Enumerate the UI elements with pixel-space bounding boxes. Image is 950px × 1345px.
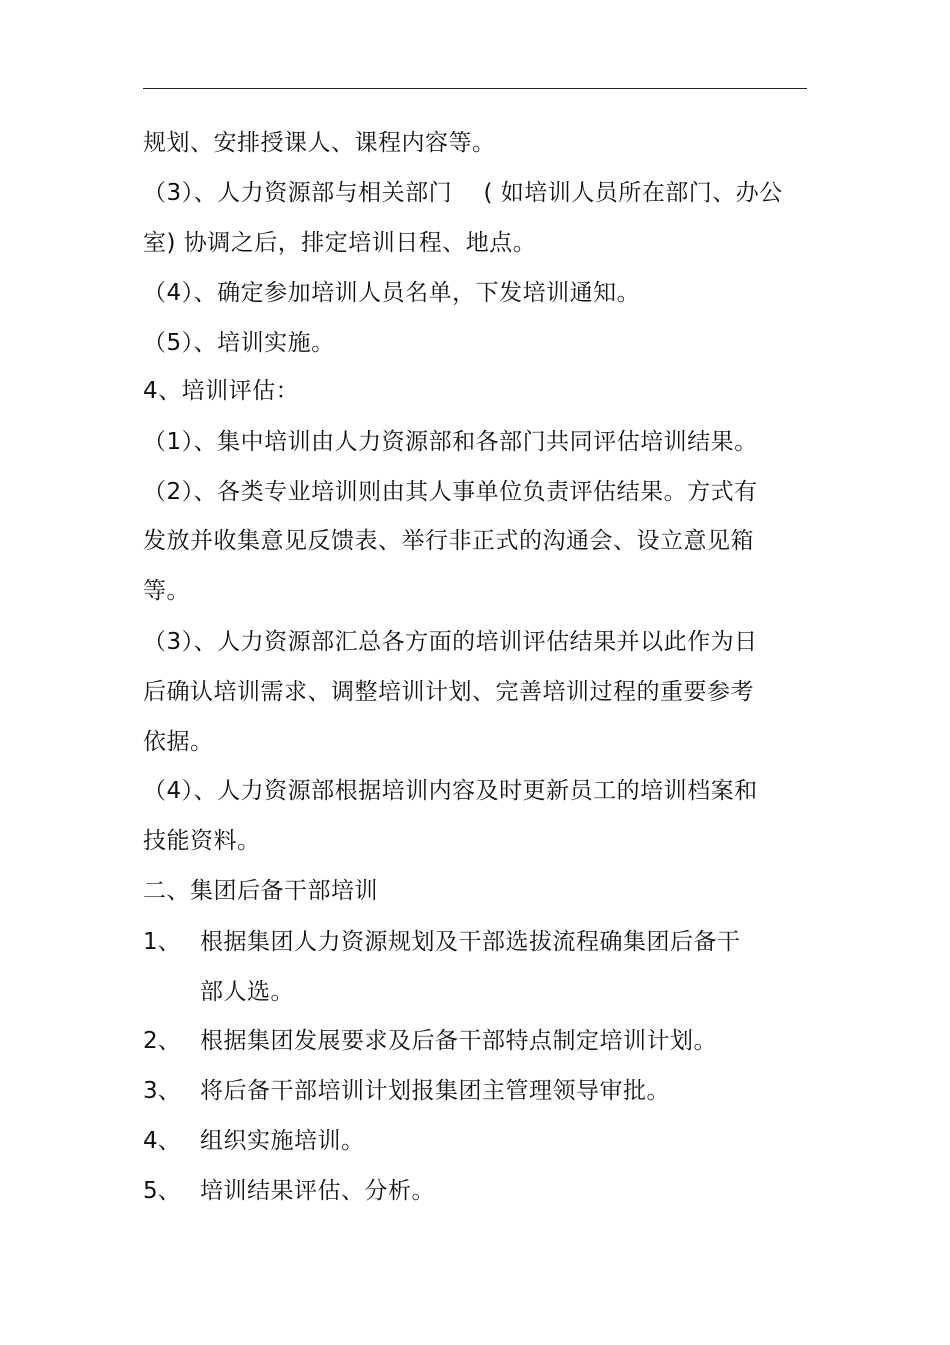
list-item-1-number: 1、 (143, 929, 181, 955)
list-item-1-continuation: 部人选。 (200, 979, 294, 1005)
list-item-2-number: 2、 (143, 1028, 181, 1054)
text-line-15: 技能资料。 (143, 828, 261, 854)
list-item-5-number: 5、 (143, 1178, 181, 1204)
header-rule (143, 88, 807, 89)
text-line-9: 发放并收集意见反馈表、举行非正式的沟通会、设立意见箱 (143, 528, 754, 554)
list-item-1-text: 根据集团人力资源规划及干部选拔流程确集团后备干 (200, 929, 741, 955)
text-line-3: 室) 协调之后，排定培训日程、地点。 (143, 230, 537, 256)
list-item-4-text: 组织实施培训。 (200, 1128, 365, 1154)
text-line-10: 等。 (143, 578, 190, 604)
list-item-4-number: 4、 (143, 1128, 181, 1154)
list-item-5-text: 培训结果评估、分析。 (200, 1178, 435, 1204)
text-line-5: （5）、培训实施。 (143, 330, 335, 356)
text-line-8: （2）、各类专业培训则由其人事单位负责评估结果。方式有 (143, 479, 758, 505)
text-line-11: （3）、人力资源部汇总各方面的培训评估结果并以此作为日 (143, 629, 758, 655)
section-heading-training-evaluation: 4、培训评估： (143, 378, 300, 404)
text-line-14: （4）、人力资源部根据培训内容及时更新员工的培训档案和 (143, 778, 758, 804)
text-line-2: （3）、人力资源部与相关部门 ( 如培训人员所在部门、办公 (143, 180, 783, 206)
section-heading-reserve-cadre-training: 二、集团后备干部培训 (143, 878, 378, 904)
text-line-1: 规划、安排授课人、课程内容等。 (143, 130, 496, 156)
text-line-12: 后确认培训需求、调整培训计划、完善培训过程的重要参考 (143, 679, 754, 705)
text-line-4: （4）、确定参加培训人员名单，下发培训通知。 (143, 280, 641, 306)
list-item-2-text: 根据集团发展要求及后备干部特点制定培训计划。 (200, 1028, 717, 1054)
text-line-13: 依据。 (143, 729, 214, 755)
list-item-3-text: 将后备干部培训计划报集团主管理领导审批。 (200, 1078, 670, 1104)
list-item-3-number: 3、 (143, 1078, 181, 1104)
text-line-7: （1）、集中培训由人力资源部和各部门共同评估培训结果。 (143, 429, 758, 455)
